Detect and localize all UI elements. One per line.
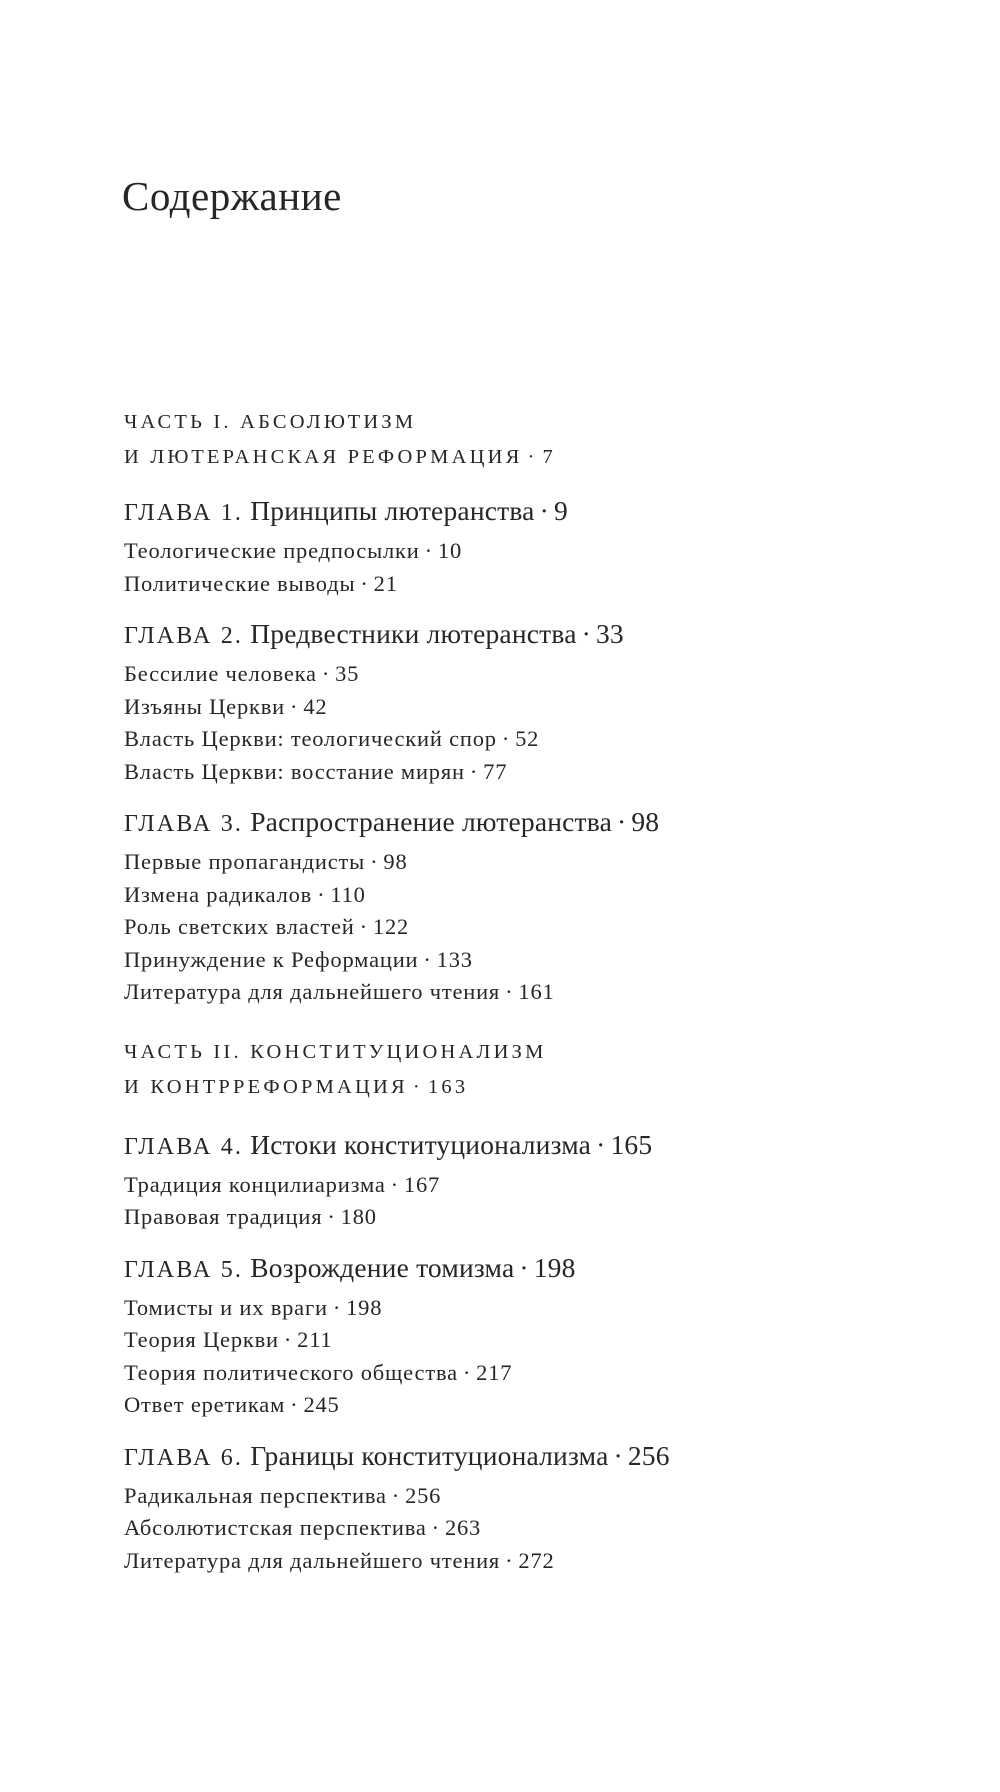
page-number: 42 <box>303 693 328 719</box>
page-number: 52 <box>515 726 540 751</box>
section-entry <box>124 1512 984 1545</box>
separator-dot: · <box>431 1515 440 1540</box>
section-name: Бессилие человека <box>124 661 317 686</box>
page-number: 33 <box>595 618 624 649</box>
separator-dot: · <box>424 538 433 563</box>
chapter <box>124 806 984 1009</box>
page-number: 9 <box>553 495 568 526</box>
separator-dot: · <box>327 1204 336 1229</box>
part-heading <box>124 405 984 475</box>
page-number: 167 <box>403 1171 441 1197</box>
separator-dot: · <box>359 914 368 939</box>
page-number: 245 <box>303 1392 340 1417</box>
section-name: Изъяны Церкви <box>124 693 286 719</box>
part-heading-line <box>124 1070 984 1105</box>
chapter-label: ГЛАВА 3. <box>124 811 244 837</box>
page-number: 211 <box>297 1327 333 1352</box>
page-number: 10 <box>437 538 462 563</box>
separator-dot: · <box>360 570 369 596</box>
page-number: 161 <box>518 979 555 1004</box>
page-number: 98 <box>383 849 408 874</box>
section-entry <box>124 568 984 601</box>
section-name: Абсолютистская перспектива <box>124 1515 427 1540</box>
separator-dot: · <box>505 1547 514 1573</box>
page-number: 133 <box>436 946 473 972</box>
chapter-name: Принципы лютеранства <box>250 495 535 526</box>
separator-dot: · <box>617 806 627 837</box>
section-entry <box>124 756 984 789</box>
section-name: Томисты и их враги <box>124 1294 328 1320</box>
section-entry <box>124 723 984 756</box>
section-entry <box>124 976 984 1009</box>
chapter-name: Предвестники лютеранства <box>250 618 577 649</box>
page-number: 217 <box>476 1359 513 1385</box>
chapter <box>124 495 984 600</box>
separator-dot: · <box>317 881 326 907</box>
page-number: 256 <box>405 1482 442 1508</box>
section-name: Измена радикалов <box>124 881 313 907</box>
section-name: Власть Церкви: восстание мирян <box>124 758 465 784</box>
page-number: 122 <box>372 914 410 939</box>
part-heading-line <box>124 440 984 475</box>
separator-dot: · <box>501 726 511 751</box>
section-entry <box>124 1292 984 1325</box>
page-number: 35 <box>335 661 360 686</box>
chapter-title <box>124 618 984 652</box>
section-name: Традиция концилиаризма <box>124 1171 386 1197</box>
chapter-label: ГЛАВА 6. <box>124 1444 244 1471</box>
section-entry <box>124 1480 984 1513</box>
section-entry <box>124 1201 984 1234</box>
page-number: 21 <box>373 570 398 596</box>
separator-dot: · <box>462 1359 472 1385</box>
section-entry <box>124 944 984 977</box>
part-heading <box>124 1035 984 1105</box>
chapter-title <box>124 806 984 840</box>
chapter-label: ГЛАВА 1. <box>124 500 244 526</box>
separator-dot: · <box>596 1128 606 1160</box>
page-number: 163 <box>427 1075 469 1098</box>
separator-dot: · <box>519 1251 529 1283</box>
separator-dot: · <box>321 661 331 686</box>
separator-dot: · <box>581 618 591 649</box>
section-name: Первые пропагандисты <box>124 849 366 874</box>
page-title: Содержание <box>122 173 342 219</box>
section-name: Ответ еретикам <box>124 1392 286 1417</box>
section-name: Литература для дальнейшего чтения <box>124 1547 501 1573</box>
section-name: Радикальная перспектива <box>124 1482 387 1508</box>
part-heading-text: И КОНТРРЕФОРМАЦИЯ <box>124 1075 408 1098</box>
chapter-label: ГЛАВА 5. <box>124 1256 244 1283</box>
table-of-contents <box>124 405 984 1577</box>
separator-dot: · <box>391 1482 401 1508</box>
separator-dot: · <box>283 1327 293 1352</box>
separator-dot: · <box>412 1075 423 1098</box>
section-name: Теория политического общества <box>124 1359 458 1385</box>
section-entry <box>124 658 984 691</box>
separator-dot: · <box>370 849 379 874</box>
separator-dot: · <box>290 1392 299 1417</box>
section-entry <box>124 1169 984 1202</box>
section-name: Политические выводы <box>124 570 356 596</box>
section-entry <box>124 535 984 568</box>
page-number: 110 <box>330 881 366 907</box>
page-number: 198 <box>533 1251 576 1283</box>
separator-dot: · <box>332 1294 342 1320</box>
section-entry <box>124 879 984 912</box>
section-entry <box>124 1389 984 1422</box>
chapter <box>124 1252 984 1422</box>
section-name: Теологические предпосылки <box>124 538 420 563</box>
separator-dot: · <box>423 946 432 972</box>
chapter-title <box>124 1129 984 1163</box>
chapter-label: ГЛАВА 4. <box>124 1133 244 1160</box>
separator-dot: · <box>469 758 479 784</box>
section-entry <box>124 691 984 724</box>
part-heading-line: ЧАСТЬ I. АБСОЛЮТИЗМ <box>124 411 417 433</box>
separator-dot: · <box>539 495 549 526</box>
part-heading-line: ЧАСТЬ II. КОНСТИТУЦИОНАЛИЗМ <box>124 1040 547 1063</box>
chapter <box>124 1440 984 1578</box>
section-entry <box>124 911 984 944</box>
page-number: 180 <box>340 1204 377 1229</box>
separator-dot: · <box>505 979 514 1004</box>
section-entry <box>124 846 984 879</box>
page-number: 198 <box>346 1294 383 1320</box>
chapter-title <box>124 1252 984 1286</box>
chapter <box>124 1129 984 1234</box>
section-entry <box>124 1357 984 1390</box>
section-name: Роль светских властей <box>124 914 355 939</box>
section-name: Власть Церкви: теологический спор <box>124 726 497 751</box>
page-number: 165 <box>610 1128 653 1160</box>
page-number: 7 <box>542 446 556 468</box>
separator-dot: · <box>613 1439 623 1471</box>
separator-dot: · <box>527 446 538 468</box>
section-name: Правовая традиция <box>124 1204 323 1229</box>
section-name: Теория Церкви <box>124 1327 279 1352</box>
section-entry <box>124 1324 984 1357</box>
section-name: Литература для дальнейшего чтения <box>124 979 501 1004</box>
chapter-name: Истоки конституционализма <box>250 1128 592 1160</box>
page-number: 77 <box>483 758 508 784</box>
chapter-title <box>124 1440 984 1474</box>
chapter-name: Распространение лютеранства <box>250 806 612 837</box>
chapter-label: ГЛАВА 2. <box>124 623 244 649</box>
page-number: 256 <box>627 1439 670 1471</box>
chapter-name: Возрождение томизма <box>250 1251 515 1283</box>
page-number: 98 <box>631 806 660 837</box>
section-entry <box>124 1545 984 1578</box>
separator-dot: · <box>390 1171 399 1197</box>
page-number: 272 <box>518 1547 555 1573</box>
chapter-title <box>124 495 984 529</box>
page-number: 263 <box>444 1515 482 1540</box>
chapter-name: Границы конституционализма <box>250 1439 609 1471</box>
separator-dot: · <box>290 693 299 719</box>
chapter <box>124 618 984 788</box>
section-name: Принуждение к Реформации <box>124 946 419 972</box>
part-heading-text: И ЛЮТЕРАНСКАЯ РЕФОРМАЦИЯ <box>124 446 523 468</box>
